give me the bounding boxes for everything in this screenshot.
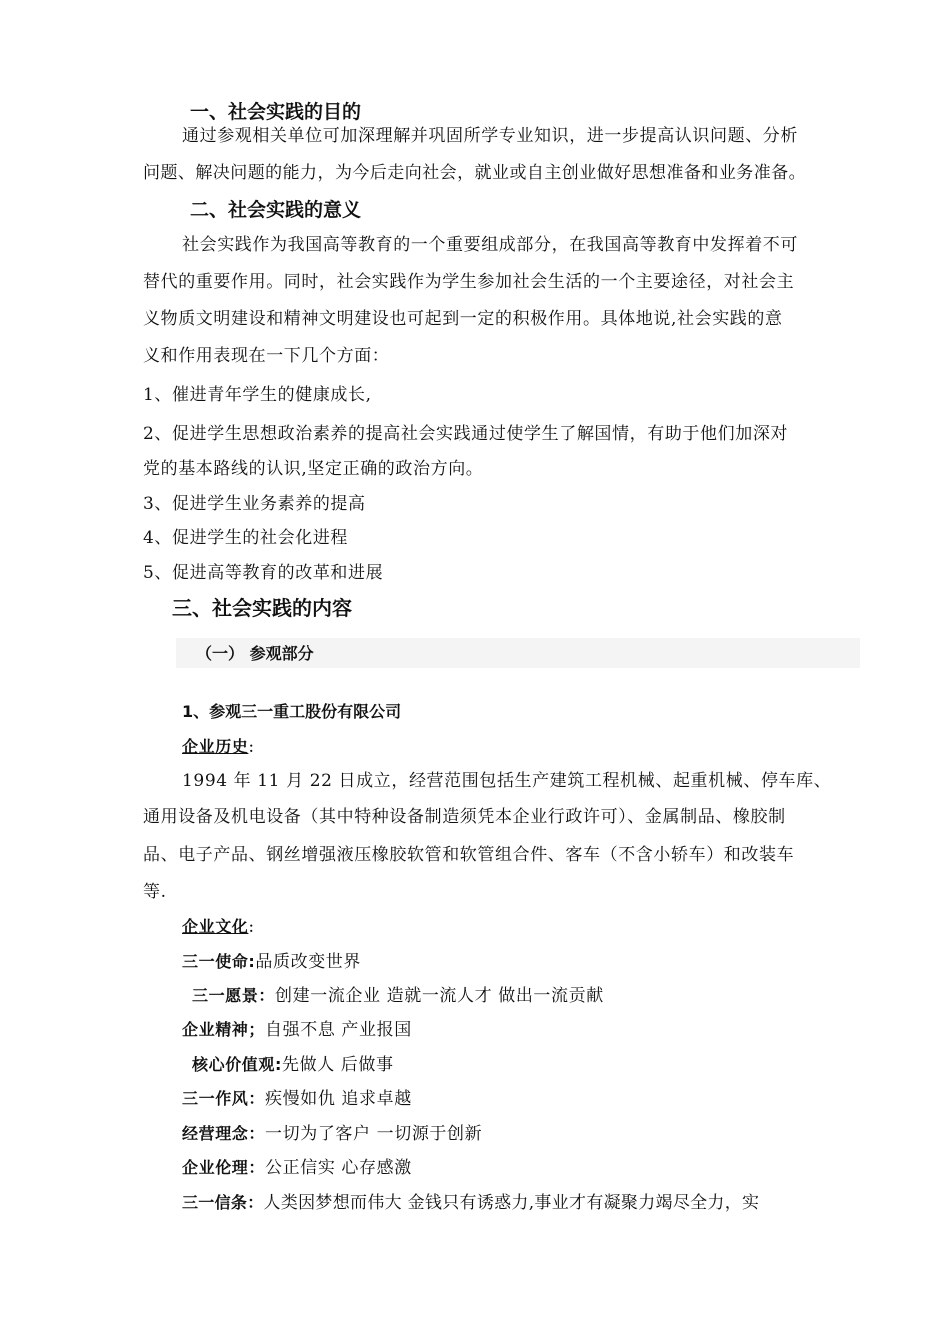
history-line-3: 品、电子产品、钢丝增强液压橡胶软管和软管组合件、客车（不含小轿车）和改装车 — [143, 845, 795, 865]
list-item-3: 3、促进学生业务素养的提高 — [143, 494, 366, 514]
list-item-1: 1、催进青年学生的健康成长, — [143, 385, 372, 405]
section2-heading: 二、社会实践的意义 — [190, 199, 362, 221]
list-item-2-cont: 党的基本路线的认识,坚定正确的政治方向。 — [143, 459, 484, 479]
culture-item-label: 三一愿景： — [192, 986, 276, 1005]
culture-item-label: 经营理念： — [182, 1124, 266, 1143]
section2-line-3: 义物质文明建设和精神文明建设也可起到一定的积极作用。具体地说,社会实践的意 — [143, 309, 783, 329]
section2-line-4: 义和作用表现在一下几个方面： — [143, 346, 390, 366]
culture-item-text: 疾慢如仇 追求卓越 — [265, 1089, 412, 1109]
history-line-1: 1994 年 11 月 22 日成立，经营范围包括生产建筑工程机械、起重机械、停车库、 — [182, 771, 832, 791]
list-item-4: 4、促进学生的社会化进程 — [143, 528, 349, 548]
list-item-5: 5、促进高等教育的改革和进展 — [143, 563, 384, 583]
culture-colon: : — [248, 917, 255, 937]
culture-item-text: 公正信实 心存感激 — [265, 1158, 412, 1178]
culture-label: 企业文化 — [182, 917, 249, 936]
culture-item-text: 人类因梦想而伟大 金钱只有诱惑力,事业才有凝聚力竭尽全力，实 — [263, 1193, 760, 1213]
culture-item-ethics — [182, 1156, 412, 1180]
section1-heading: 一、社会实践的目的 — [190, 101, 362, 123]
culture-item-label: 三一信条： — [182, 1193, 264, 1212]
history-line-4: 等. — [143, 882, 167, 902]
culture-item-text: 一切为了客户 一切源于创新 — [265, 1124, 483, 1144]
history-colon: : — [248, 737, 255, 757]
culture-item-vision — [192, 984, 604, 1008]
culture-item-text: 先做人 后做事 — [282, 1055, 394, 1075]
culture-item-text: 创建一流企业 造就一流人才 做出一流贡献 — [275, 986, 604, 1006]
section1-line-2: 问题、解决问题的能力，为今后走向社会，就业或自主创业做好思想准备和业务准备。 — [143, 163, 807, 183]
culture-item-label: 企业精神； — [182, 1020, 266, 1039]
section1-line-1: 通过参观相关单位可加深理解并巩固所学专业知识，进一步提高认识问题、分析 — [182, 126, 798, 146]
culture-item-philosophy — [182, 1122, 482, 1146]
company-title: 1、参观三一重工股份有限公司 — [182, 702, 402, 721]
culture-item-text: 自强不息 产业报国 — [265, 1020, 412, 1040]
culture-item-label: 三一作风： — [182, 1089, 266, 1108]
culture-heading — [182, 915, 255, 939]
culture-item-label: 企业伦理： — [182, 1158, 266, 1177]
history-line-2: 通用设备及机电设备（其中特种设备制造须凭本企业行政许可）、金属制品、橡胶制 — [143, 807, 786, 827]
history-label: 企业历史 — [182, 737, 249, 756]
section2-line-1: 社会实践作为我国高等教育的一个重要组成部分，在我国高等教育中发挥着不可 — [182, 235, 798, 255]
culture-item-creed — [182, 1191, 759, 1215]
history-heading — [182, 735, 255, 759]
culture-item-values — [192, 1053, 394, 1077]
culture-item-style — [182, 1087, 412, 1111]
culture-item-spirit — [182, 1018, 412, 1042]
section3-heading: 三、社会实践的内容 — [172, 596, 352, 620]
section3-subheading: （一） 参观部分 — [196, 644, 314, 663]
culture-item-mission — [182, 950, 361, 974]
culture-item-label: 核心价值观: — [192, 1055, 282, 1074]
list-item-2: 2、促进学生思想政治素养的提高社会实践通过使学生了解国情，有助于他们加深对 — [143, 424, 789, 444]
culture-item-text: 品质改变世界 — [255, 952, 362, 972]
culture-item-label: 三一使命: — [182, 952, 256, 971]
section2-line-2: 替代的重要作用。同时，社会实践作为学生参加社会生活的一个主要途径，对社会主 — [143, 272, 795, 292]
